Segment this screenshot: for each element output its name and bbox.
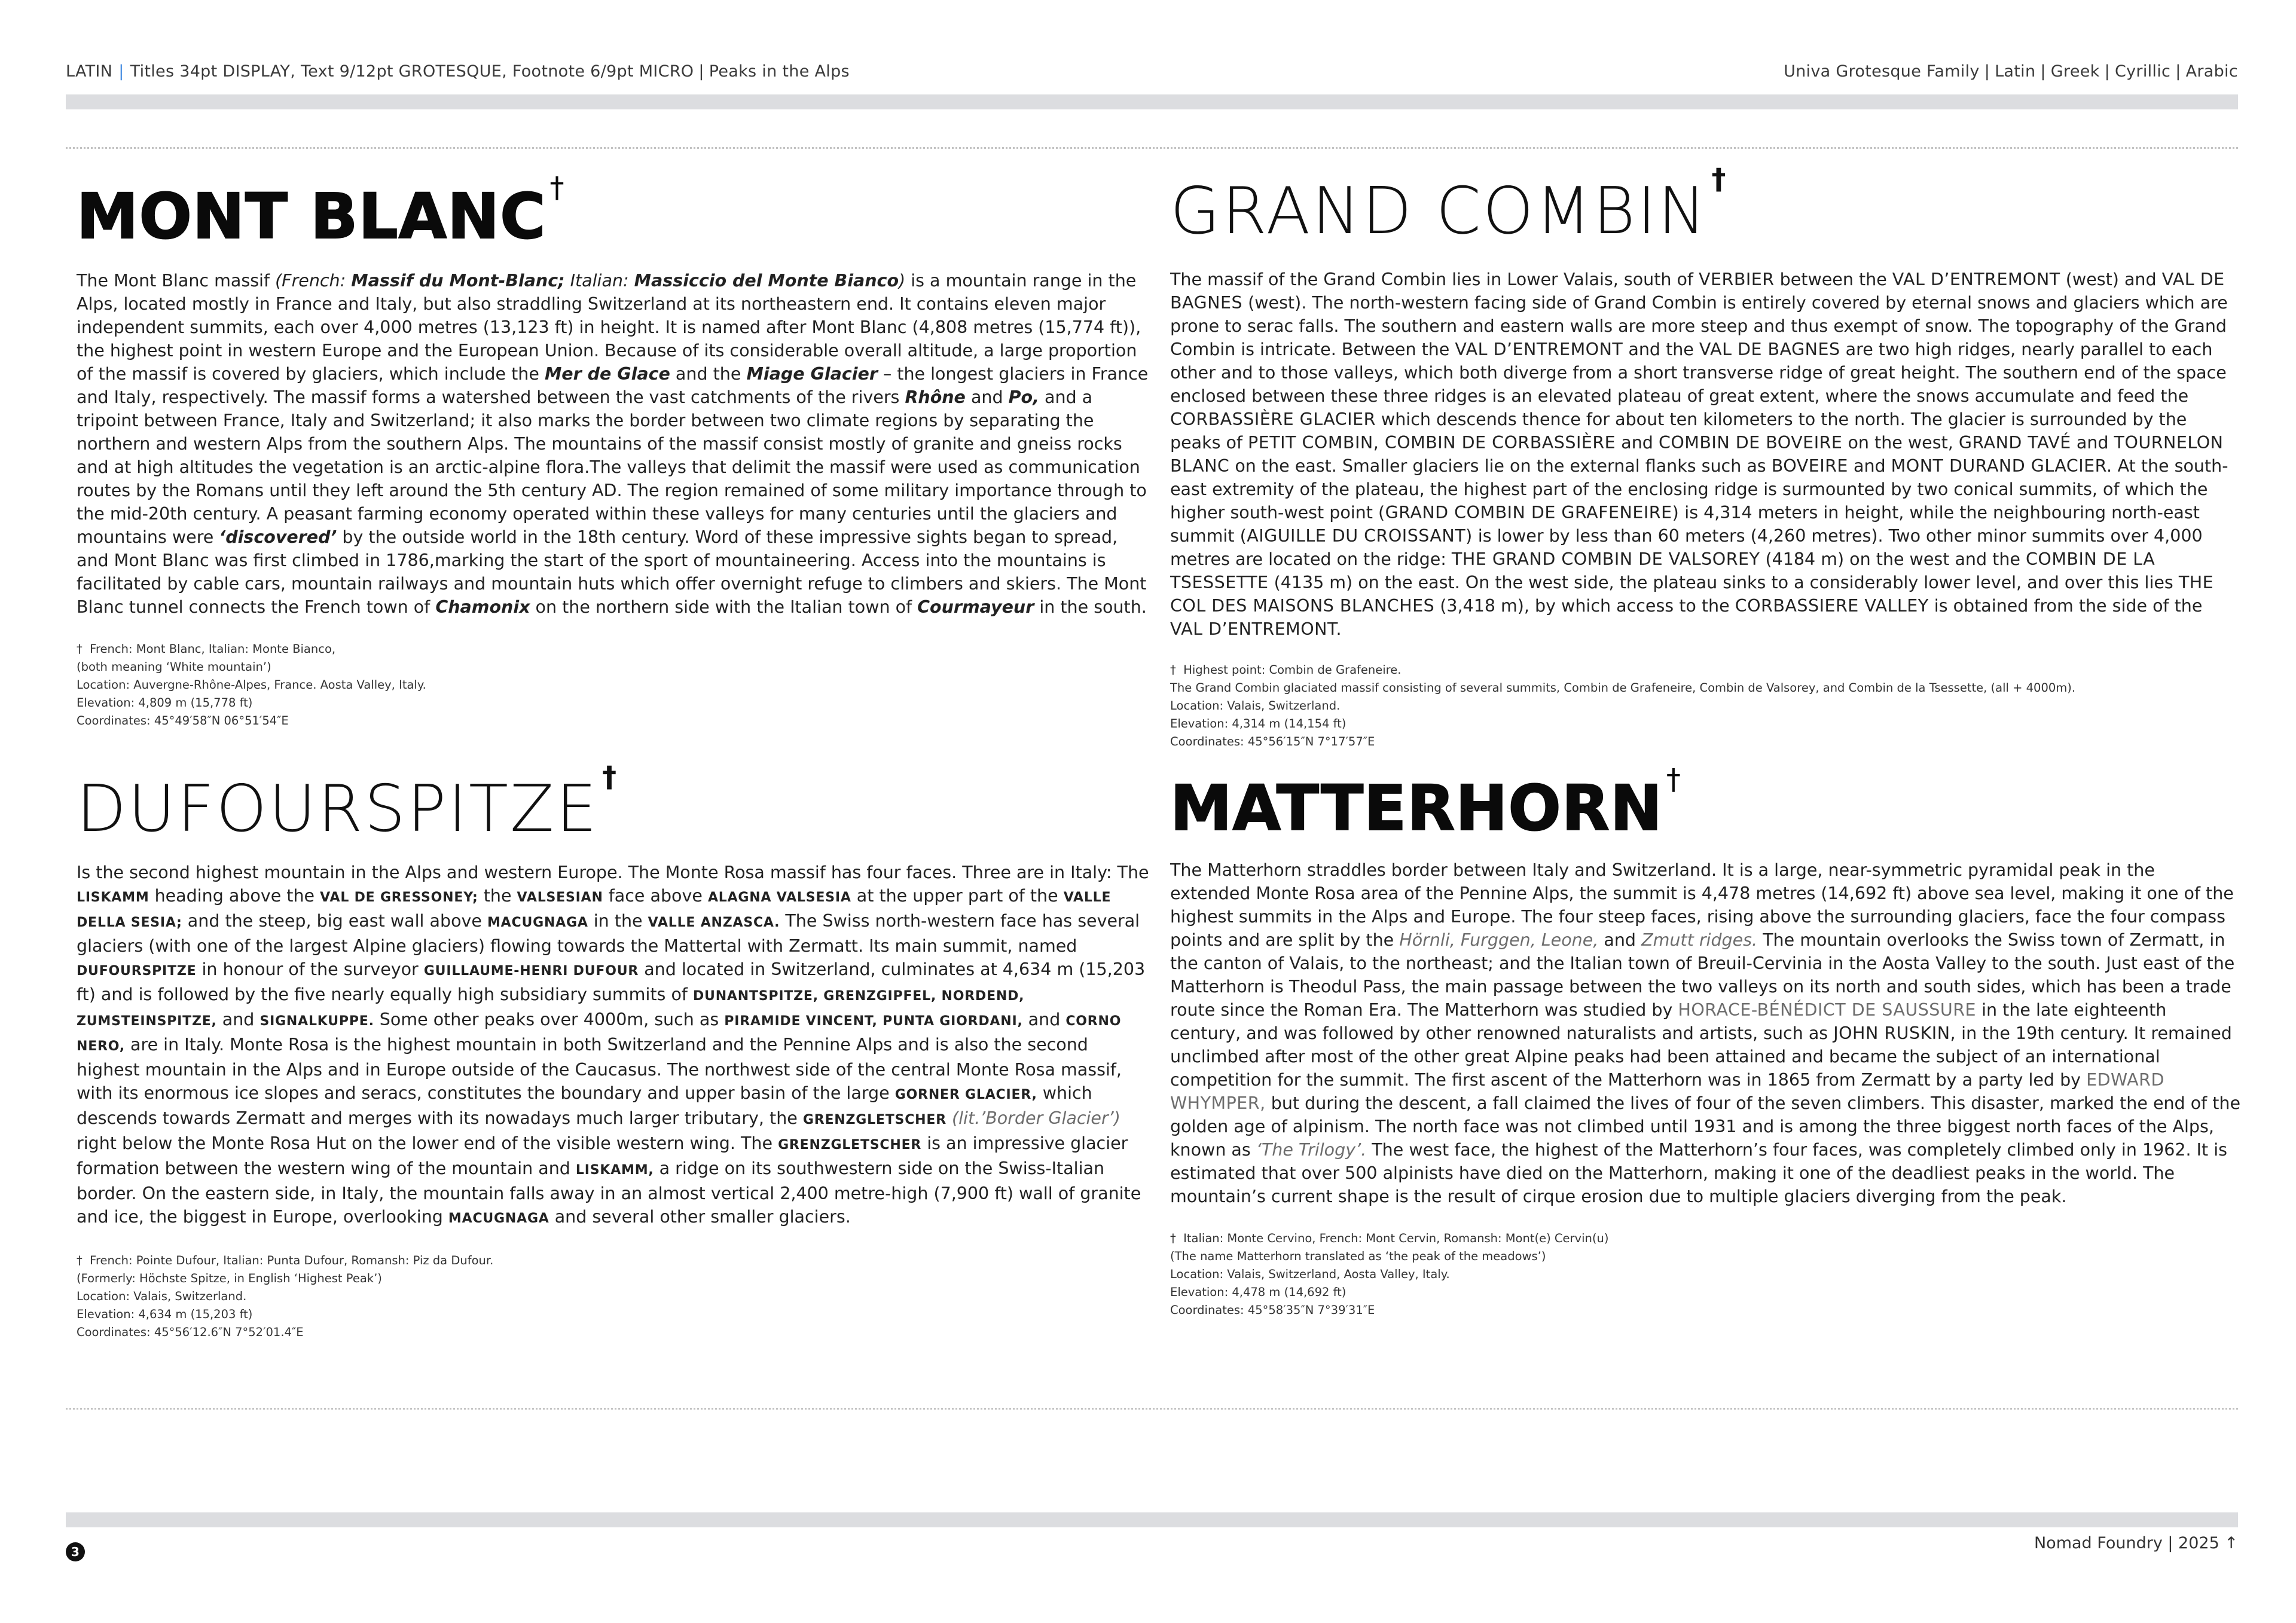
- footnote-line: † French: Mont Blanc, Italian: Monte Bianco,: [77, 642, 336, 656]
- footnote-line: † French: Pointe Dufour, Italian: Punta Dufour, Romansh: Piz da Dufour.: [77, 1254, 494, 1267]
- footnote-line: Elevation: 4,634 m (15,203 ft): [77, 1307, 253, 1321]
- footnote-line: Coordinates: 45°56′15″N 7°17′57″E: [1170, 735, 1375, 748]
- footnote-line: Elevation: 4,314 m (14,154 ft): [1170, 717, 1347, 730]
- header-rule-bar: [66, 94, 2238, 109]
- dotted-divider-bottom: [66, 1408, 2238, 1410]
- dagger-mark: †: [1666, 763, 1681, 796]
- footnote-line: The Grand Combin glaciated massif consisting of several summits, Combin de Grafeneire, Combin de Valsorey, and Combin de la Tsessette, (all + 4000m).: [1170, 681, 2076, 695]
- grand-combin-title: GRAND COMBIN †: [1170, 163, 1728, 249]
- dotted-divider-top: [66, 147, 2238, 149]
- footnote-line: † Italian: Monte Cervino, French: Mont Cervin, Romansh: Mont(e) Cervin(u): [1170, 1231, 1609, 1245]
- header-divider: |: [118, 62, 124, 81]
- footnote-line: Elevation: 4,478 m (14,692 ft): [1170, 1285, 1347, 1299]
- matterhorn-title: MATTERHORN †: [1170, 763, 1681, 845]
- footnote-line: Coordinates: 45°56′12.6″N 7°52′01.4″E: [77, 1325, 304, 1339]
- dufourspitze-footnote: [77, 1252, 1153, 1341]
- section-dufourspitze: [77, 760, 1153, 1341]
- mont-blanc-title: MONT BLANC †: [77, 171, 565, 253]
- footnote-line: Elevation: 4,809 m (15,778 ft): [77, 696, 253, 710]
- header-family: Univa Grotesque Family: [1784, 62, 1980, 81]
- section-mont-blanc: [77, 171, 1153, 730]
- dagger-mark: †: [1711, 163, 1728, 196]
- footnote-line: (Formerly: Höchste Spitze, in English ‘Highest Peak’): [77, 1271, 382, 1285]
- matterhorn-body: The Matterhorn straddles border between Italy and Switzerland. It is a large, near-symmetric pyramidal peak in the extended Monte Rosa area of the Pennine Alps, the summit is 4,478 metres (14,692 ft) above sea level, making it one of the highest summits in the Alps and Europe. The four steep faces, rising above the surrounding glaciers, face the four compass points and are split by the Hörnli, Furggen, Leone, and Zmutt ridges. The mountain overlooks the Swiss town of Zermatt, in the canton of Valais, to the northeast; and the Italian town of Breuil-Cervinia in the Aosta Valley to the south. Just east of the Matterhorn is Theodul Pass, the main passage between the two valleys on its north and south sides, which has been a trade route since the Roman Era. The Matterhorn was studied by HORACE-BÉNÉDICT DE SAUSSURE in the late eighteenth century, and was followed by other renowned naturalists and artists, such as JOHN RUSKIN, in the 19th century. It remained unclimbed after most of the other great Alpine peaks had been attained and became the subject of an international competition for the summit. The first ascent of the Matterhorn was in 1865 from Zermatt by a party led by EDWARD WHYMPER, but during the descent, a fall claimed the lives of four of the seven climbers. This disaster, marked the end of the golden age of alpinism. The north face was not climbed until 1931 and is among the three biggest north faces of the Alps, known as ‘The Trilogy’. The west face, the highest of the Matterhorn’s four faces, was completely climbed only in 1962. It is estimated that over 500 alpinists have died on the Matterhorn, making it one of the deadliest peaks in the world. The mountain’s current shape is the result of cirque erosion due to multiple glaciers diverging from the peak.: [1170, 860, 2240, 1206]
- footnote-line: † Highest point: Combin de Grafeneire.: [1170, 663, 1402, 677]
- footnote-line: Coordinates: 45°58′35″N 7°39′31″E: [1170, 1303, 1375, 1317]
- section-grand-combin: [1170, 163, 2246, 751]
- mont-blanc-body: The Mont Blanc massif (French: Massif du Mont-Blanc; Italian: Massiccio del Monte Bianco) is a mountain range in the Alps, located mostly in France and Italy, but also straddling Switzerland at its northeastern end. It contains eleven major independent summits, each over 4,000 metres (13,123 ft) in height. It is named after Mont Blanc (4,808 metres (15,774 ft)), the highest point in western Europe and the European Union. Because of its considerable overall altitude, a large proportion of the massif is covered by glaciers, which include the Mer de Glace and the Miage Glacier – the longest glaciers in France and Italy, respectively. The massif forms a watershed between the vast catchments of the rivers Rhône and Po, and a tripoint between France, Italy and Switzerland; it also marks the border between two climate regions by separating the northern and western Alps from the southern Alps. The mountains of the massif consist mostly of granite and gneiss rocks and at high altitudes the vegetation is an arctic-alpine flora.The valleys that delimit the massif were used as communication routes by the Romans until they left around the 5th century AD. The region remained of some military importance through to the mid-20th century. A peasant farming economy operated within these valleys for many centuries until the glaciers and mountains were ‘discovered’ by the outside world in the 18th century. Word of these impressive sights began to spread, and Mont Blanc was first climbed in 1786,marking the start of the sport of mountaineering. Access into the mountains is facilitated by cable cars, mountain railways and mountain huts which offer overnight refuge to climbers and skiers. The Mont Blanc tunnel connects the French town of Chamonix on the northern side with the Italian town of Courmayeur in the south.: [77, 271, 1149, 617]
- header-divider: |: [2104, 62, 2110, 81]
- running-header-right: [1784, 62, 2238, 81]
- header-divider: |: [2040, 62, 2046, 81]
- dagger-mark: †: [602, 760, 619, 794]
- grand-combin-footnote: [1170, 661, 2246, 751]
- footer-credit: Nomad Foundry | 2025 ↑: [2034, 1534, 2238, 1552]
- header-script-cyrillic: Cyrillic: [2115, 62, 2171, 81]
- dufourspitze-title: DUFOURSPITZE †: [77, 760, 619, 846]
- header-script-latin: Latin: [1995, 62, 2036, 81]
- header-divider: |: [1984, 62, 1990, 81]
- header-script-label: LATIN: [66, 62, 113, 81]
- footnote-line: (both meaning ‘White mountain’): [77, 660, 271, 674]
- header-script-greek: Greek: [2050, 62, 2100, 81]
- matterhorn-footnote: [1170, 1230, 2246, 1319]
- footnote-line: (The name Matterhorn translated as ‘the peak of the meadows’): [1170, 1249, 1546, 1263]
- section-matterhorn: [1170, 763, 2246, 1319]
- header-script-arabic: Arabic: [2185, 62, 2238, 81]
- page-number-badge: 3: [66, 1542, 85, 1561]
- header-divider: |: [698, 62, 704, 81]
- mont-blanc-footnote: [77, 640, 1153, 730]
- running-header-left: [66, 62, 850, 81]
- grand-combin-body: The massif of the Grand Combin lies in Lower Valais, south of VERBIER between the VAL D’ENTREMONT (west) and VAL DE BAGNES (west). The north-western facing side of Grand Combin is entirely covered by eternal snows and glaciers which are prone to serac falls. The southern and eastern walls are more steep and thus exempt of snow. The topography of the Grand Combin is intricate. Between the VAL D’ENTREMONT and the VAL DE BAGNES are two high ridges, nearly parallel to each other and to those valleys, which both diverge from a short transverse ridge of great height. The southern end of the space enclosed between these three ridges is an elevated plateau of great extent, where the snows accumulate and feed the CORBASSIÈRE GLACIER which descends thence for about ten kilometers to the north. The glacier is surrounded by the peaks of PETIT COMBIN, COMBIN DE CORBASSIÈRE and COMBIN DE BOVEIRE on the west, GRAND TAVÉ and TOURNELON BLANC on the east. Smaller glaciers lie on the external flanks such as BOVEIRE and MONT DURAND GLACIER. At the south-east extremity of the plateau, the highest part of the enclosing ridge is surmounted by two conical summits, of which the higher south-west point (GRAND COMBIN DE GRAFENEIRE) is 4,314 meters in height, while the neighbouring north-east summit (AIGUILLE DU CROISSANT) is lower by less than 60 meters (4,260 metres). Two other minor summits over 4,000 metres are located on the ridge: THE GRAND COMBIN DE VALSOREY (4184 m) on the west and the COMBIN DE LA TSESSETTE (4135 m) on the east. On the west side, the plateau sinks to a considerably lower level, and over this lies THE COL DES MAISONS BLANCHES (3,418 m), by which access to the CORBASSIERE VALLEY is obtained from the side of the VAL D’ENTREMONT.: [1170, 270, 2228, 639]
- footnote-line: Coordinates: 45°49′58″N 06°51′54″E: [77, 714, 289, 728]
- header-divider: |: [2175, 62, 2181, 81]
- footnote-line: Location: Auvergne-Rhône-Alpes, France. Aosta Valley, Italy.: [77, 678, 426, 692]
- footnote-line: Location: Valais, Switzerland, Aosta Valley, Italy.: [1170, 1267, 1450, 1281]
- dufourspitze-body: Is the second highest mountain in the Alps and western Europe. The Monte Rosa massif has four faces. Three are in Italy: The LISKAMM heading above the VAL DE GRESSONEY; the VALSESIAN face above ALAGNA VALSESIA at the upper part of the VALLE DELLA SESIA; and the steep, big east wall above MACUGNAGA in the VALLE ANZASCA. The Swiss north-western face has several glaciers (with one of the largest Alpine glaciers) flowing towards the Mattertal with Zermatt. Its main summit, named DUFOURSPITZE in honour of the surveyor GUILLAUME-HENRI DUFOUR and located in Switzerland, culminates at 4,634 m (15,203 ft) and is followed by the five nearly equally high subsidiary summits of DUNANTSPITZE, GRENZGIPFEL, NORDEND, ZUMSTEINSPITZE, and SIGNALKUPPE. Some other peaks over 4000m, such as PIRAMIDE VINCENT, PUNTA GIORDANI, and CORNO NERO, are in Italy. Monte Rosa is the highest mountain in both Switzerland and the Pennine Alps and is also the second highest mountain in the Alps and in Europe outside of the Caucasus. The northwest side of the central Monte Rosa massif, with its enormous ice slopes and seracs, constitutes the boundary and upper basin of the large GORNER GLACIER, which descends towards Zermatt and merges with its nowadays much larger tributary, the GRENZGLETSCHER (lit.’Border Glacier’) right below the Monte Rosa Hut on the lower end of the visible western wing. The GRENZGLETSCHER is an impressive glacier formation between the western wing of the mountain and LISKAMM, a ridge on its southwestern side on the Swiss-Italian border. On the eastern side, in Italy, the mountain falls away in an almost vertical 2,400 metre-high (7,900 ft) wall of granite and ice, the biggest in Europe, overlooking MACUGNAGA and several other smaller glaciers.: [77, 863, 1149, 1227]
- footnote-line: Location: Valais, Switzerland.: [1170, 699, 1341, 713]
- footer-rule-bar: [66, 1512, 2238, 1527]
- header-spec: Titles 34pt DISPLAY, Text 9/12pt GROTESQUE, Footnote 6/9pt MICRO: [130, 62, 694, 81]
- dagger-mark: †: [549, 171, 565, 204]
- arrow-up-icon: ↑: [2224, 1534, 2238, 1552]
- footnote-line: Location: Valais, Switzerland.: [77, 1289, 247, 1303]
- header-topic: Peaks in the Alps: [709, 62, 850, 81]
